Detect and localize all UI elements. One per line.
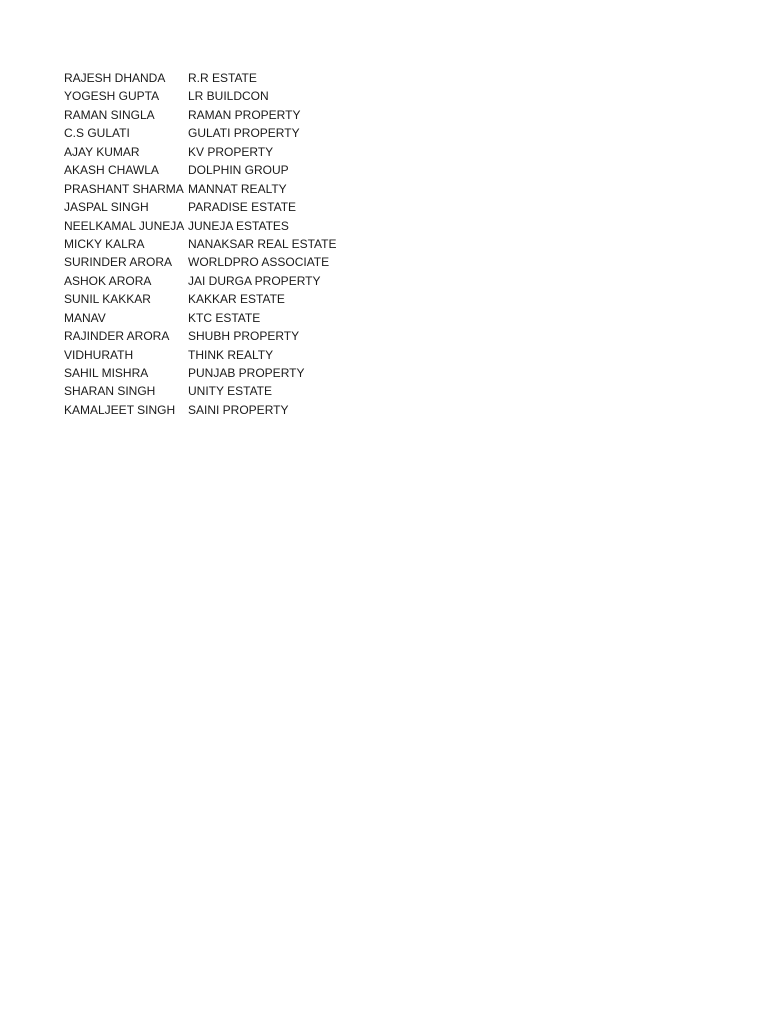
company-name: THINK REALTY (188, 347, 274, 362)
person-name: MANAV (64, 310, 106, 325)
company-name: PARADISE ESTATE (188, 200, 297, 215)
person-name: SURINDER ARORA (64, 255, 173, 270)
company-name: PUNJAB PROPERTY (188, 366, 305, 380)
person-name: KAMALJEET SINGH (64, 402, 176, 417)
person-name: VIDHURATH (64, 347, 134, 362)
person-name: MICKY KALRA (64, 236, 145, 251)
list-item (64, 124, 388, 142)
list-item (64, 327, 388, 345)
person-name: RAJINDER ARORA (64, 329, 170, 344)
person-name: PRASHANT SHARMA (64, 181, 184, 196)
person-name: AKASH CHAWLA (64, 163, 159, 178)
person-name: SUNIL KAKKAR (64, 292, 151, 307)
person-name: SAHIL MISHRA (64, 366, 149, 380)
list-item (64, 106, 388, 124)
company-name: RAMAN PROPERTY (188, 107, 301, 122)
company-name: KTC ESTATE (188, 310, 261, 325)
company-name: WORLDPRO ASSOCIATE (188, 255, 330, 270)
person-name: ASHOK ARORA (64, 273, 152, 288)
company-name: UNITY ESTATE (188, 384, 273, 399)
person-name: YOGESH GUPTA (64, 89, 160, 104)
list-item (64, 198, 388, 216)
company-name: NANAKSAR REAL ESTATE (188, 236, 337, 251)
contact-list (64, 69, 388, 419)
person-name: RAJESH DHANDA (64, 71, 166, 85)
list-item (64, 382, 388, 400)
list-item (64, 217, 388, 235)
company-name: JUNEJA ESTATES (188, 218, 289, 233)
company-name: SHUBH PROPERTY (188, 329, 300, 344)
list-item (64, 69, 388, 87)
company-name: KV PROPERTY (188, 144, 274, 159)
list-item (64, 346, 388, 364)
person-name: NEELKAMAL JUNEJA (64, 218, 185, 233)
company-name: GULATI PROPERTY (188, 126, 300, 141)
company-name: DOLPHIN GROUP (188, 163, 289, 178)
list-item (64, 143, 388, 161)
list-item (64, 290, 388, 308)
list-item (64, 235, 388, 253)
list-item (64, 180, 388, 198)
list-item (64, 87, 388, 105)
person-name: C.S GULATI (64, 126, 130, 141)
list-item (64, 161, 388, 179)
list-item (64, 253, 388, 271)
list-item (64, 401, 388, 419)
company-name: MANNAT REALTY (188, 181, 287, 196)
person-name: RAMAN SINGLA (64, 107, 155, 122)
list-item (64, 272, 388, 290)
list-item (64, 309, 388, 327)
list-item (64, 364, 388, 382)
company-name: LR BUILDCON (188, 89, 269, 104)
person-name: JASPAL SINGH (64, 200, 149, 215)
company-name: SAINI PROPERTY (188, 402, 289, 417)
person-name: AJAY KUMAR (64, 144, 140, 159)
person-name: SHARAN SINGH (64, 384, 156, 399)
company-name: R.R ESTATE (188, 71, 257, 85)
company-name: KAKKAR ESTATE (188, 292, 285, 307)
company-name: JAI DURGA PROPERTY (188, 273, 321, 288)
